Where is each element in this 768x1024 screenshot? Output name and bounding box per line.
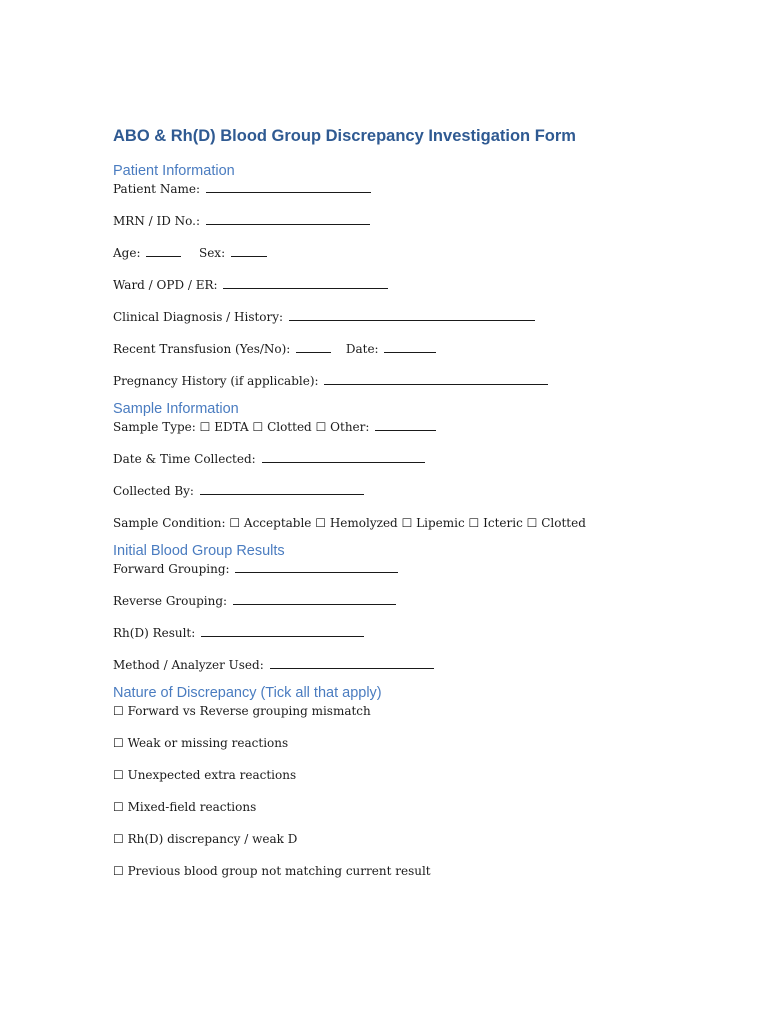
- sex-label: Sex:: [198, 246, 226, 260]
- forward-label: Forward Grouping:: [113, 562, 230, 576]
- forward-row: [113, 561, 713, 577]
- acceptable-checkbox[interactable]: ☐: [229, 516, 241, 530]
- discrepancy-label-0: Forward vs Reverse grouping mismatch: [127, 704, 371, 718]
- discrepancy-label-3: Mixed-field reactions: [127, 800, 257, 814]
- rhd-label: Rh(D) Result:: [113, 626, 196, 640]
- patient-section-heading: Patient Information: [113, 163, 235, 179]
- mrn-field[interactable]: [206, 213, 370, 225]
- method-field[interactable]: [270, 657, 434, 669]
- form-title: ABO & Rh(D) Blood Group Discrepancy Investigation Form: [113, 127, 576, 145]
- discrepancy-section-heading: Nature of Discrepancy (Tick all that apply): [113, 685, 382, 701]
- collected-row: [113, 451, 713, 467]
- discrepancy-checkbox-2[interactable]: ☐: [113, 768, 124, 782]
- diagnosis-field[interactable]: [289, 309, 535, 321]
- sample-type-label: Sample Type:: [113, 420, 196, 434]
- ward-label: Ward / OPD / ER:: [113, 278, 218, 292]
- collected-field[interactable]: [262, 451, 425, 463]
- edta-option-label: EDTA: [214, 420, 249, 434]
- discrepancy-item: [113, 799, 713, 815]
- transfusion-date-label: Date:: [345, 342, 379, 356]
- icteric-option-label: Icteric: [483, 516, 523, 530]
- discrepancy-item: [113, 703, 713, 719]
- rhd-row: [113, 625, 713, 641]
- collected-by-field[interactable]: [200, 483, 364, 495]
- pregnancy-label: Pregnancy History (if applicable):: [113, 374, 319, 388]
- discrepancy-checkbox-3[interactable]: ☐: [113, 800, 124, 814]
- sex-field[interactable]: [231, 245, 267, 257]
- method-row: [113, 657, 713, 673]
- lipemic-option-label: Lipemic: [416, 516, 465, 530]
- discrepancy-item: [113, 767, 713, 783]
- patient-name-row: [113, 181, 713, 197]
- age-label: Age:: [113, 246, 141, 260]
- transfusion-date-field[interactable]: [384, 341, 436, 353]
- sample-type-row: [113, 419, 713, 435]
- other-type-field[interactable]: [375, 419, 436, 431]
- mrn-label: MRN / ID No.:: [113, 214, 201, 228]
- diagnosis-row: [113, 309, 713, 325]
- icteric-checkbox[interactable]: ☐: [468, 516, 480, 530]
- rhd-field[interactable]: [201, 625, 364, 637]
- discrepancy-label-2: Unexpected extra reactions: [127, 768, 297, 782]
- discrepancy-item: [113, 863, 713, 879]
- transfusion-row: [113, 341, 713, 357]
- sample-condition-row: [113, 515, 713, 531]
- method-label: Method / Analyzer Used:: [113, 658, 264, 672]
- edta-checkbox[interactable]: ☐: [199, 420, 211, 434]
- discrepancy-item: [113, 831, 713, 847]
- discrepancy-label-4: Rh(D) discrepancy / weak D: [127, 832, 298, 846]
- initial-section-heading: Initial Blood Group Results: [113, 543, 285, 559]
- hemolyzed-checkbox[interactable]: ☐: [315, 516, 327, 530]
- other-type-option-label: Other:: [330, 420, 370, 434]
- discrepancy-checkbox-0[interactable]: ☐: [113, 704, 124, 718]
- patient-name-label: Patient Name:: [113, 182, 200, 196]
- sample-condition-label: Sample Condition:: [113, 516, 226, 530]
- sample-section-heading: Sample Information: [113, 401, 239, 417]
- discrepancy-label-1: Weak or missing reactions: [127, 736, 289, 750]
- pregnancy-row: [113, 373, 713, 389]
- clotted-condition-option-label: Clotted: [541, 516, 586, 530]
- diagnosis-label: Clinical Diagnosis / History:: [113, 310, 284, 324]
- acceptable-option-label: Acceptable: [243, 516, 312, 530]
- reverse-row: [113, 593, 713, 609]
- clotted-condition-checkbox[interactable]: ☐: [526, 516, 538, 530]
- pregnancy-field[interactable]: [324, 373, 548, 385]
- other-type-checkbox[interactable]: ☐: [315, 420, 327, 434]
- transfusion-label: Recent Transfusion (Yes/No):: [113, 342, 291, 356]
- patient-name-field[interactable]: [206, 181, 371, 193]
- hemolyzed-option-label: Hemolyzed: [329, 516, 398, 530]
- discrepancy-checkbox-4[interactable]: ☐: [113, 832, 124, 846]
- discrepancy-label-5: Previous blood group not matching current result: [127, 864, 431, 878]
- clotted-type-option-label: Clotted: [267, 420, 312, 434]
- collected-label: Date & Time Collected:: [113, 452, 256, 466]
- collected-by-row: [113, 483, 713, 499]
- discrepancy-checkbox-1[interactable]: ☐: [113, 736, 124, 750]
- age-field[interactable]: [146, 245, 181, 257]
- ward-row: [113, 277, 713, 293]
- reverse-label: Reverse Grouping:: [113, 594, 228, 608]
- ward-field[interactable]: [223, 277, 388, 289]
- reverse-field[interactable]: [233, 593, 396, 605]
- clotted-type-checkbox[interactable]: ☐: [252, 420, 264, 434]
- age-sex-row: [113, 245, 713, 261]
- forward-field[interactable]: [235, 561, 398, 573]
- mrn-row: [113, 213, 713, 229]
- collected-by-label: Collected By:: [113, 484, 194, 498]
- transfusion-field[interactable]: [296, 341, 331, 353]
- lipemic-checkbox[interactable]: ☐: [401, 516, 413, 530]
- form-page: [113, 124, 713, 879]
- discrepancy-checkbox-5[interactable]: ☐: [113, 864, 124, 878]
- discrepancy-item: [113, 735, 713, 751]
